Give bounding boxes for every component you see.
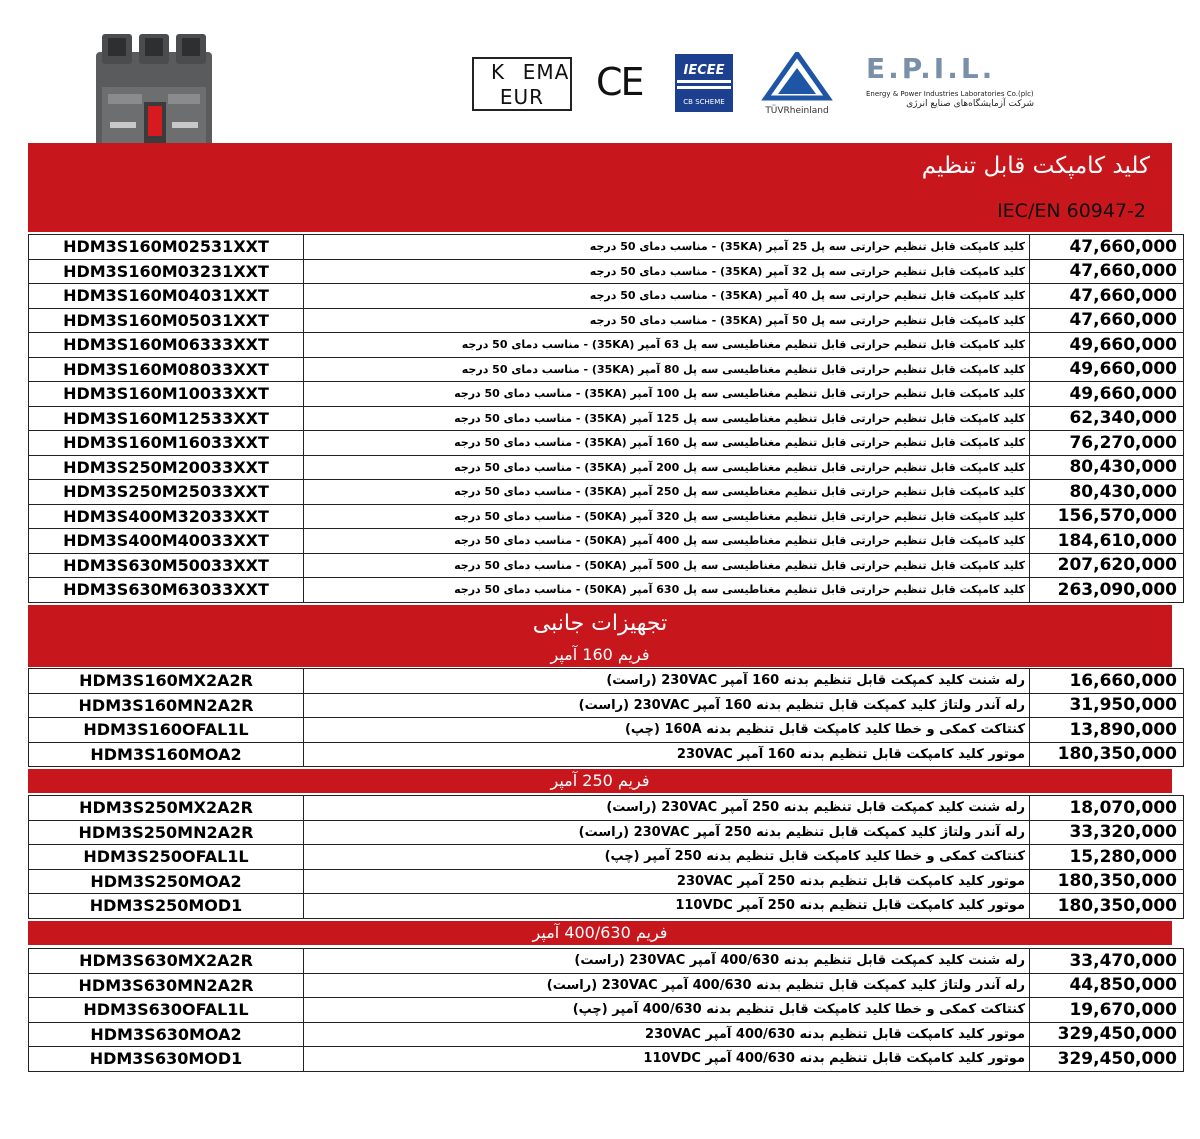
product-price: 15,280,000 bbox=[1030, 845, 1184, 870]
product-description: کنتاکت کمکی و خطا کلید کامپکت قابل تنظیم بدنه 400/630 آمپر (چپ) bbox=[304, 998, 1030, 1023]
product-price: 13,890,000 bbox=[1030, 718, 1184, 743]
product-price: 207,620,000 bbox=[1030, 553, 1184, 578]
product-description: کلید کامپکت قابل تنظیم حرارتی قابل تنظیم مغناطیسی سه پل 320 آمپر (50KA) - مناسب دمای 50 درجه bbox=[304, 504, 1030, 529]
product-description: کلید کامپکت قابل تنظیم حرارتی سه پل 50 آمپر (35KA) - مناسب دمای 50 درجه bbox=[304, 308, 1030, 333]
product-code: HDM3S400M32033XXT bbox=[29, 504, 304, 529]
product-code: HDM3S160M05031XXT bbox=[29, 308, 304, 333]
product-description: کلید کامپکت قابل تنظیم حرارتی سه پل 40 آمپر (35KA) - مناسب دمای 50 درجه bbox=[304, 284, 1030, 309]
table-row bbox=[29, 973, 1184, 998]
product-price: 62,340,000 bbox=[1030, 406, 1184, 431]
svg-text:IECEE: IECEE bbox=[683, 63, 725, 78]
product-code: HDM3S250MX2A2R bbox=[29, 796, 304, 821]
product-description: کلید کامپکت قابل تنظیم حرارتی قابل تنظیم مغناطیسی سه پل 400 آمپر (50KA) - مناسب دمای 50 درجه bbox=[304, 529, 1030, 554]
product-description: موتور کلید کامپکت قابل تنظیم بدنه 250 آمپر 230VAC bbox=[304, 869, 1030, 894]
product-description: رله آندر ولتاژ کلید کمپکت قابل تنظیم بدنه 250 آمپر 230VAC (راست) bbox=[304, 820, 1030, 845]
table-row bbox=[29, 998, 1184, 1023]
product-price: 47,660,000 bbox=[1030, 235, 1184, 260]
product-code: HDM3S160M16033XXT bbox=[29, 431, 304, 456]
product-description: موتور کلید کامپکت قابل تنظیم بدنه 250 آمپر 110VDC bbox=[304, 894, 1030, 919]
product-description: کلید کامپکت قابل تنظیم حرارتی سه پل 32 آمپر (35KA) - مناسب دمای 50 درجه bbox=[304, 259, 1030, 284]
product-code: HDM3S160M02531XXT bbox=[29, 235, 304, 260]
product-code: HDM3S160M10033XXT bbox=[29, 382, 304, 407]
product-price: 18,070,000 bbox=[1030, 796, 1184, 821]
table-row bbox=[29, 845, 1184, 870]
product-description: کلید کامپکت قابل تنظیم حرارتی قابل تنظیم مغناطیسی سه پل 160 آمپر (35KA) - مناسب دمای 50 درجه bbox=[304, 431, 1030, 456]
product-description: کلید کامپکت قابل تنظیم حرارتی سه پل 25 آمپر (35KA) - مناسب دمای 50 درجه bbox=[304, 235, 1030, 260]
table-row bbox=[29, 949, 1184, 974]
table-row bbox=[29, 357, 1184, 382]
product-description: کلید کامپکت قابل تنظیم حرارتی قابل تنظیم مغناطیسی سه پل 500 آمپر (50KA) - مناسب دمای 50 درجه bbox=[304, 553, 1030, 578]
table-row bbox=[29, 578, 1184, 603]
standard-label: IEC/EN 60947-2 bbox=[997, 200, 1146, 222]
product-description: رله شنت کلید کمپکت قابل تنظیم بدنه 250 آمپر 230VAC (راست) bbox=[304, 796, 1030, 821]
product-price: 329,450,000 bbox=[1030, 1047, 1184, 1072]
product-description: کنتاکت کمکی و خطا کلید کامپکت قابل تنظیم بدنه 250 آمپر (چپ) bbox=[304, 845, 1030, 870]
product-code: HDM3S630M50033XXT bbox=[29, 553, 304, 578]
product-code: HDM3S160M08033XXT bbox=[29, 357, 304, 382]
table-row bbox=[29, 718, 1184, 743]
frame-title-160: فریم 160 آمپر bbox=[28, 643, 1172, 667]
product-price: 80,430,000 bbox=[1030, 480, 1184, 505]
product-price: 49,660,000 bbox=[1030, 357, 1184, 382]
product-price: 44,850,000 bbox=[1030, 973, 1184, 998]
product-description: رله آندر ولتاژ کلید کمپکت قابل تنظیم بدنه 160 آمپر 230VAC (راست) bbox=[304, 693, 1030, 718]
iecee-cb-scheme-logo bbox=[675, 54, 733, 112]
product-price: 180,350,000 bbox=[1030, 869, 1184, 894]
table-row bbox=[29, 333, 1184, 358]
frame-630-table bbox=[28, 948, 1184, 1072]
product-code: HDM3S250M20033XXT bbox=[29, 455, 304, 480]
product-description: کلید کامپکت قابل تنظیم حرارتی قابل تنظیم مغناطیسی سه پل 250 آمپر (35KA) - مناسب دمای 50 درجه bbox=[304, 480, 1030, 505]
product-description: کلید کامپکت قابل تنظیم حرارتی قابل تنظیم مغناطیسی سه پل 63 آمپر (35KA) - مناسب دمای 50 درجه bbox=[304, 333, 1030, 358]
table-row bbox=[29, 529, 1184, 554]
table-row bbox=[29, 693, 1184, 718]
table-row bbox=[29, 504, 1184, 529]
product-price: 263,090,000 bbox=[1030, 578, 1184, 603]
product-description: کلید کامپکت قابل تنظیم حرارتی قابل تنظیم مغناطیسی سه پل 200 آمپر (35KA) - مناسب دمای 50 درجه bbox=[304, 455, 1030, 480]
product-code: HDM3S160MN2A2R bbox=[29, 693, 304, 718]
product-price: 329,450,000 bbox=[1030, 1022, 1184, 1047]
kema-keur-logo: K EMA EUR bbox=[472, 57, 572, 111]
product-price: 31,950,000 bbox=[1030, 693, 1184, 718]
product-code: HDM3S250MOD1 bbox=[29, 894, 304, 919]
product-description: کنتاکت کمکی و خطا کلید کامپکت قابل تنظیم بدنه 160A (چپ) bbox=[304, 718, 1030, 743]
product-description: کلید کامپکت قابل تنظیم حرارتی قابل تنظیم مغناطیسی سه پل 100 آمپر (35KA) - مناسب دمای 50 درجه bbox=[304, 382, 1030, 407]
product-price: 49,660,000 bbox=[1030, 382, 1184, 407]
product-code: HDM3S630MOA2 bbox=[29, 1022, 304, 1047]
table-row bbox=[29, 820, 1184, 845]
tuv-rheinland-logo: TÜVRheinland bbox=[756, 52, 838, 116]
table-row bbox=[29, 259, 1184, 284]
accessories-title: تجهیزات جانبی bbox=[28, 605, 1172, 643]
product-price: 180,350,000 bbox=[1030, 894, 1184, 919]
table-row bbox=[29, 742, 1184, 767]
breakers-table bbox=[28, 234, 1184, 603]
page-title: کلید کامپکت قابل تنظیم bbox=[921, 153, 1150, 179]
table-row bbox=[29, 869, 1184, 894]
table-row bbox=[29, 480, 1184, 505]
epil-logo: E.P.I.L. Energy & Power Industries Laboratories Co.(plc) شرکت آزمایشگاه‌های صنایع انرژی bbox=[866, 52, 1034, 109]
frame-160-table bbox=[28, 668, 1184, 767]
product-description: رله آندر ولتاژ کلید کمپکت قابل تنظیم بدنه 400/630 آمپر 230VAC (راست) bbox=[304, 973, 1030, 998]
product-description: موتور کلید کامپکت قابل تنظیم بدنه 400/630 آمپر 110VDC bbox=[304, 1047, 1030, 1072]
product-price: 184,610,000 bbox=[1030, 529, 1184, 554]
product-price: 33,320,000 bbox=[1030, 820, 1184, 845]
product-price: 19,670,000 bbox=[1030, 998, 1184, 1023]
product-code: HDM3S630OFAL1L bbox=[29, 998, 304, 1023]
table-row bbox=[29, 669, 1184, 694]
product-description: کلید کامپکت قابل تنظیم حرارتی قابل تنظیم مغناطیسی سه پل 80 آمپر (35KA) - مناسب دمای 50 درجه bbox=[304, 357, 1030, 382]
product-code: HDM3S160OFAL1L bbox=[29, 718, 304, 743]
product-code: HDM3S250MOA2 bbox=[29, 869, 304, 894]
product-price: 47,660,000 bbox=[1030, 284, 1184, 309]
frame-title-250: فریم 250 آمپر bbox=[28, 769, 1172, 793]
product-price: 180,350,000 bbox=[1030, 742, 1184, 767]
product-description: موتور کلید کامپکت قابل تنظیم بدنه 400/630 آمپر 230VAC bbox=[304, 1022, 1030, 1047]
product-code: HDM3S250M25033XXT bbox=[29, 480, 304, 505]
product-code: HDM3S160M06333XXT bbox=[29, 333, 304, 358]
frame-250-table bbox=[28, 795, 1184, 919]
table-row bbox=[29, 1022, 1184, 1047]
product-code: HDM3S630M63033XXT bbox=[29, 578, 304, 603]
product-description: کلید کامپکت قابل تنظیم حرارتی قابل تنظیم مغناطیسی سه پل 125 آمپر (35KA) - مناسب دمای 50 درجه bbox=[304, 406, 1030, 431]
table-row bbox=[29, 455, 1184, 480]
table-row bbox=[29, 796, 1184, 821]
table-row bbox=[29, 894, 1184, 919]
product-price: 16,660,000 bbox=[1030, 669, 1184, 694]
product-description: موتور کلید کامپکت قابل تنظیم بدنه 160 آمپر 230VAC bbox=[304, 742, 1030, 767]
frame-title-630: فریم 400/630 آمپر bbox=[28, 921, 1172, 945]
product-code: HDM3S250OFAL1L bbox=[29, 845, 304, 870]
table-row bbox=[29, 235, 1184, 260]
product-description: رله شنت کلید کمپکت قابل تنظیم بدنه 400/630 آمپر 230VAC (راست) bbox=[304, 949, 1030, 974]
product-code: HDM3S400M40033XXT bbox=[29, 529, 304, 554]
table-row bbox=[29, 431, 1184, 456]
product-code: HDM3S250MN2A2R bbox=[29, 820, 304, 845]
product-price: 47,660,000 bbox=[1030, 259, 1184, 284]
table-row bbox=[29, 553, 1184, 578]
product-code: HDM3S630MOD1 bbox=[29, 1047, 304, 1072]
product-description: رله شنت کلید کمپکت قابل تنظیم بدنه 160 آمپر 230VAC (راست) bbox=[304, 669, 1030, 694]
svg-text:CB SCHEME: CB SCHEME bbox=[683, 98, 725, 106]
product-price: 47,660,000 bbox=[1030, 308, 1184, 333]
product-price: 49,660,000 bbox=[1030, 333, 1184, 358]
table-row bbox=[29, 1047, 1184, 1072]
product-price: 33,470,000 bbox=[1030, 949, 1184, 974]
product-description: کلید کامپکت قابل تنظیم حرارتی قابل تنظیم مغناطیسی سه پل 630 آمپر (50KA) - مناسب دمای 50 درجه bbox=[304, 578, 1030, 603]
product-code: HDM3S160MX2A2R bbox=[29, 669, 304, 694]
table-row bbox=[29, 406, 1184, 431]
product-price: 80,430,000 bbox=[1030, 455, 1184, 480]
product-price: 156,570,000 bbox=[1030, 504, 1184, 529]
tuv-triangle-icon bbox=[756, 52, 838, 102]
product-price: 76,270,000 bbox=[1030, 431, 1184, 456]
table-row bbox=[29, 308, 1184, 333]
product-code: HDM3S160M12533XXT bbox=[29, 406, 304, 431]
table-row bbox=[29, 382, 1184, 407]
ce-mark-logo: CE bbox=[596, 60, 643, 104]
product-code: HDM3S630MX2A2R bbox=[29, 949, 304, 974]
product-code: HDM3S160MOA2 bbox=[29, 742, 304, 767]
table-row bbox=[29, 284, 1184, 309]
product-code: HDM3S160M04031XXT bbox=[29, 284, 304, 309]
product-code: HDM3S630MN2A2R bbox=[29, 973, 304, 998]
header-band bbox=[28, 143, 1172, 232]
product-code: HDM3S160M03231XXT bbox=[29, 259, 304, 284]
